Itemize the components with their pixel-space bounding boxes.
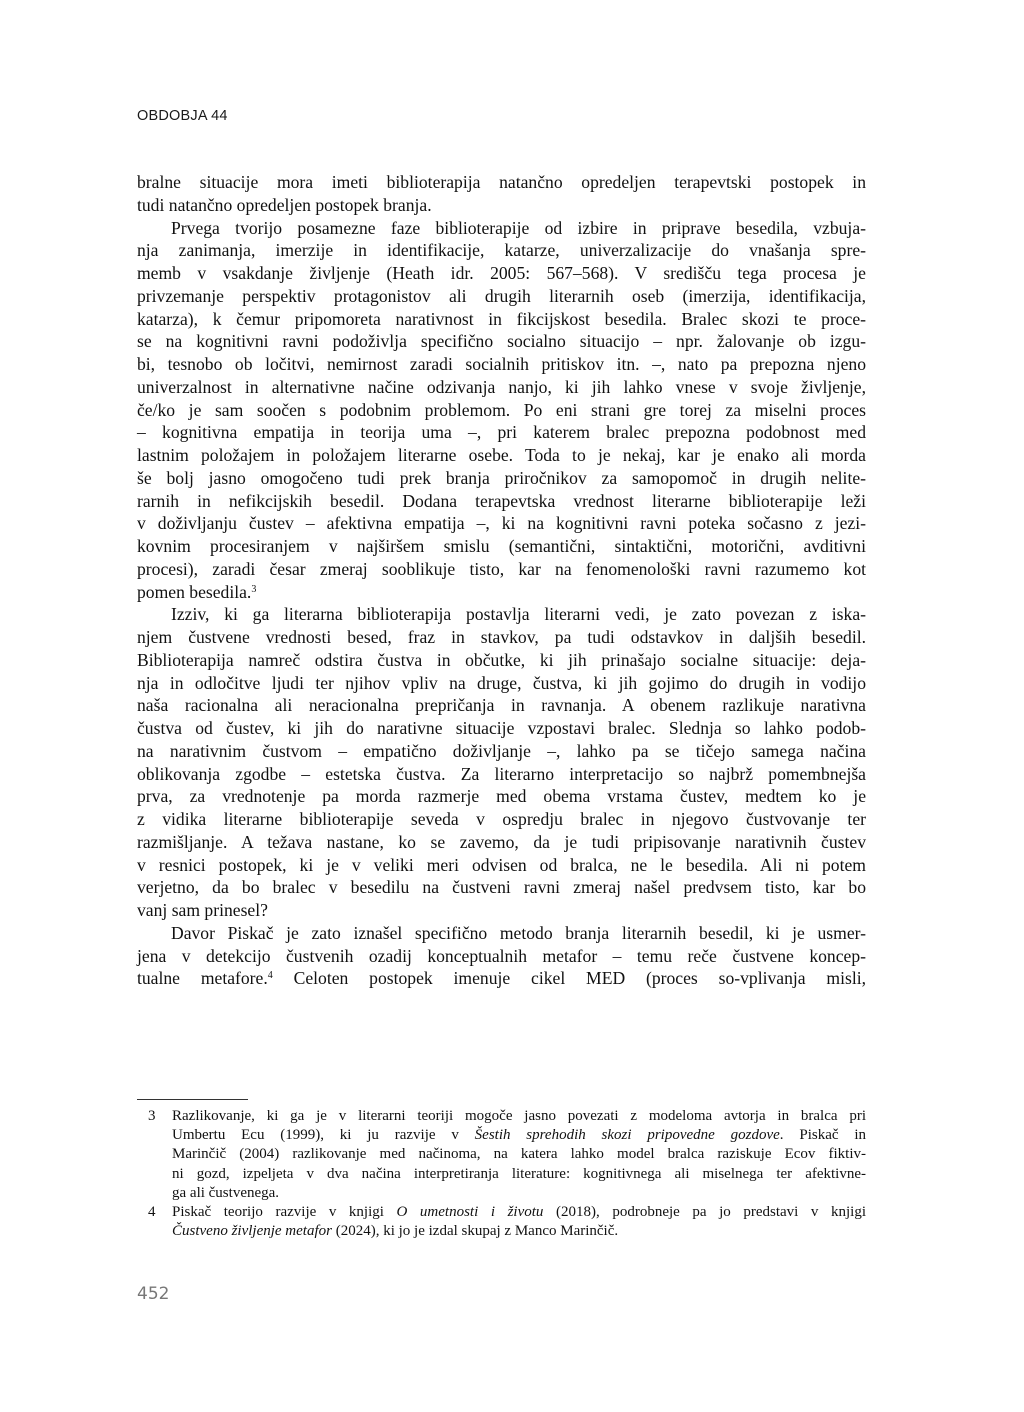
text-fragment: pomen besedila. [137,581,252,602]
text-fragment: tualne metafore. [137,968,268,989]
footnote-line: ni gozd, izpeljeta v dva načina interpretiranja literature: kognitivnega ali miselnega ter afektivne- [172,1165,866,1182]
text-line: kovnim procesiranjem v najširšem smislu (semantični, sintaktični, motorični, avditivni [137,536,866,556]
text-fragment: Piskač teorijo razvije v knjigi [172,1203,397,1220]
text-line: čustva od čustev, ki jih do narativne situacije vzpostavi bralec. Slednja so lahko podob- [137,718,866,738]
footnote-line [172,1126,866,1145]
text-line: v doživljanju čustev – afektivna empatija –, ki na kognitivni ravni poteka sočasno z jezi- [137,513,866,534]
footnote-line [172,1222,866,1241]
text-line: katarza), k čemur pripomoreta narativnost in fikcijskost besedila. Bralec skozi te proce- [137,308,866,329]
text-line: Biblioterapija namreč odstira čustva in občutke, ki jih prinašajo socialne situacije: deja- [137,649,866,670]
footnote-ref-3[interactable]: 3 [251,583,257,595]
text-line: z vidika literarne biblioterapije seveda v ospredju bralec in njegovo čustvovanje ter [137,809,866,829]
text-line: vanj sam prinesel? [137,900,268,920]
footnote-4 [137,1203,866,1241]
footnote-3 [137,1107,866,1203]
text-line: v resnici postopek, ki je v veliki meri odvisen od bralca, ne le besedila. Ali ni potem [137,854,866,875]
footnote-separator [137,1099,248,1100]
footnotes [137,1107,866,1241]
text-line: – kognitivna empatija in teorija uma –, pri katerem bralec prepozna podobnost med [137,422,866,443]
text-line: procesi), zaradi česar zmeraj sooblikuje tisto, kar na fenomenološki ravni razumemo kot [137,558,866,579]
running-head: OBDOBJA 44 [137,108,228,124]
text-line: prva, za vrednotenje pa morda razmerje med obema vrstama čustev, medtem ko je [137,786,866,807]
body-text [137,171,866,990]
text-line: rarnih in nefikcijskih besedil. Dodana terapevtska vrednost literarne biblioterapije leži [137,490,866,511]
text-line: nja zanimanja, imerzije in identifikacije, katarze, univerzalizacije do vnašanja spre- [137,240,866,261]
text-line: jena v detekcijo čustvenih ozadij konceptualnih metafor – temu reče čustvene koncep- [137,945,866,966]
footnote-ref-4[interactable]: 4 [267,970,273,982]
text-fragment: . Piskač in [779,1127,866,1144]
footnote-line: ga ali čustvenega. [172,1184,280,1201]
footnote-number: 3 [148,1108,156,1124]
paragraph-start: Davor Piskač je zato iznašel specifično metodo branja literarnih besedil, ki je usmer- [171,922,866,943]
book-title: O umetnosti i životu [396,1203,544,1220]
paragraph-start: Prvega tvorijo posamezne faze biblioterapije od izbire in priprave besedila, vzbuja- [171,217,866,238]
footnote-line: Razlikovanje, ki ga je v literarni teoriji mogoče jasno povezati z modeloma avtorja in bralca pri [172,1108,866,1124]
text-line: lastnim položajem in položajem literarne osebe. Toda to je nekaj, kar je enako ali morda [137,445,866,465]
text-line: naša racionalna ali neracionalna prepričanja in ravnanja. A obenem razlikuje narativna [137,695,866,716]
text-line: še bolj jasno omogočeno tudi prek branja priročnikov za samopomoč in drugih nelite- [137,467,866,488]
footnote-number: 4 [148,1203,156,1220]
text-line: oblikovanja zgodbe – estetska čustva. Za literarno interpretacijo so najbrž pomembnejša [137,763,866,784]
paragraph-start: Izziv, ki ga literarna biblioterapija postavlja literarni vedi, je zato povezan z iska- [171,604,866,625]
text-line: bralne situacije mora imeti biblioterapija natančno opredeljen terapevtski postopek in [137,172,866,192]
text-line: če/ko je sam soočen s podobnim problemom. Po eni strani gre torej za miselni proces [137,399,866,420]
text-line: na narativnim čustvom – empatično doživljanje –, lahko pa se tičejo samega načina [137,740,866,761]
text-line: nja in odločitve ljudi ter njihov vpliv na druge, čustva, ki jih gojimo do drugih in vodijo [137,672,866,693]
book-title: Šestih sprehodih skozi pripovedne gozdove [474,1127,780,1144]
text-fragment: Umbertu Ecu (1999), ki ju razvije v [172,1127,475,1144]
text-line: verjetno, da bo bralec v besedilu na čustveni ravni zmeraj našel predvsem tisto, kar bo [137,877,866,898]
text-line: njem čustvene vrednosti besed, fraz in stavkov, pa tudi odstavkov in daljših besedil. [137,627,866,647]
text-line: se na kognitivni ravni podoživlja specifično socialno situacijo – npr. žalovanje ob izgu- [137,331,866,352]
text-fragment: (2024), ki jo je izdal skupaj z Manco Marinčič. [331,1223,619,1240]
footnote-line: Marinčič (2004) razlikovanje med načinoma, na katera lahko model bralca raziskuje Ecov fiktiv- [172,1146,866,1163]
book-title: Čustveno življenje metafor [172,1223,332,1240]
text-line: privzemanje perspektiv protagonistov ali drugih literarnih oseb (imerzija, identifikacija, [137,285,866,306]
text-line: bi, tesnobo ob ločitvi, nemirnost zaradi socialnih pritiskov itn. –, nato pa prepozna njeno [137,354,866,374]
text-line: univerzalnost in alternativne načine odzivanja nanjo, ki jih lahko vnese v svoje življenje, [137,376,866,397]
text-line: tudi natančno opredeljen postopek branja. [137,194,432,215]
text-line [137,581,866,604]
text-line [137,967,866,990]
text-line: memb v vsakdanje življenje (Heath idr. 2005: 567–568). V središču tega procesa je [137,263,866,283]
page-number: 452 [137,1284,170,1304]
text-fragment: (2018), podrobneje pa jo predstavi v knjigi [543,1203,866,1220]
footnote-line [172,1203,866,1222]
text-line: razmišljanje. A težava nastane, ko se zavemo, da je tudi pripisovanje narativnih čustev [137,831,866,852]
text-fragment: Celoten postopek imenuje cikel MED (proces so-vplivanja misli, [293,968,866,989]
